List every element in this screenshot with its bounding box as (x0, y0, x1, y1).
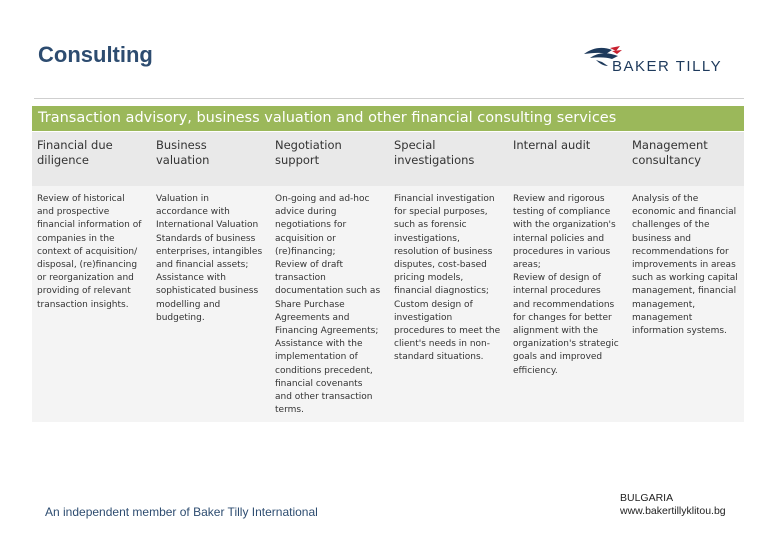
column-heading: Management consultancy (632, 138, 708, 167)
footer-contact (620, 492, 726, 518)
footer-website-link[interactable]: www.bakertillyklitou.bg (620, 505, 726, 517)
footer-tagline: An independent member of Baker Tilly International (45, 505, 318, 519)
header-divider (34, 98, 744, 99)
footer-country: BULGARIA (620, 492, 674, 504)
column-description: On-going and ad-hoc advice during negotiations for acquisition or (re)financing; Review of draft transaction documentation such as Share Purchase Agreements and Financing Agreements; Assistance with the implementation of conditions precedent, financial covenants and other transaction terms. (275, 194, 381, 416)
section-banner: Transaction advisory, business valuation and other financial consulting services (32, 106, 744, 131)
column-heading: Special investigations (394, 138, 475, 167)
column-heading: Financial due diligence (37, 138, 113, 167)
column-heading: Business valuation (156, 138, 210, 167)
page-title: Consulting (38, 42, 153, 67)
table-header-row (32, 132, 744, 186)
column-heading: Negotiation support (275, 138, 342, 167)
column-description: Review and rigorous testing of compliance with the organization's internal policies and procedures in various areas; Review of design of internal procedures and recommendations for changes for better alignment with the organization's strategic goals and improved efficiency. (513, 194, 619, 376)
column-heading: Internal audit (513, 138, 591, 152)
column-description: Review of historical and prospective financial information of companies in the context of acquisition/ disposal, (re)financing or reorganization and providing of relevant transaction insights. (37, 194, 142, 310)
baker-tilly-logo (582, 42, 732, 76)
column-description: Financial investigation for special purposes, such as forensic investigations, resolution of business disputes, cost-based pricing models, financial diagnostics; Custom design of investigation procedures to meet the client's needs in non-standard situations. (394, 194, 501, 363)
column-description: Valuation in accordance with International Valuation Standards of business enterprises, intangibles and financial assets; Assistance with sophisticated business modelling and budgeting. (156, 194, 263, 323)
table-body-row (32, 186, 744, 422)
column-description: Analysis of the economic and financial challenges of the business and recommendations for improvements in areas such as working capital management, financial management, management information systems. (632, 194, 738, 337)
logo-wordmark: BAKER TILLY (612, 58, 723, 75)
